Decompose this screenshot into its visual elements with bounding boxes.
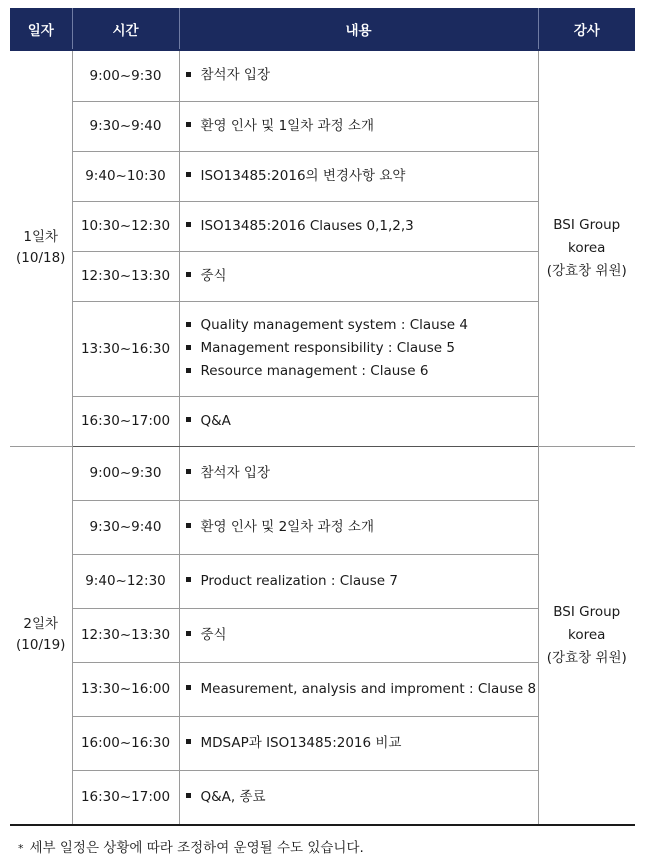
square-bullet-icon	[186, 577, 191, 582]
time-cell: 13:30~16:30	[72, 301, 179, 396]
content-item	[186, 624, 537, 647]
content-item-text: Resource management : Clause 6	[200, 363, 429, 379]
square-bullet-icon	[186, 345, 191, 350]
content-item	[186, 265, 537, 288]
header-content: 내용	[179, 8, 538, 50]
square-bullet-icon	[186, 272, 191, 277]
header-date: 일자	[10, 8, 72, 50]
content-cell	[179, 301, 538, 396]
lecturer-line: (강효창 위원)	[546, 649, 627, 666]
time-cell: 13:30~16:00	[72, 662, 179, 716]
content-item-text: 참석자 입장	[200, 464, 270, 481]
day-number: 2일차	[23, 616, 59, 632]
square-bullet-icon	[186, 172, 191, 177]
content-item-text: 중식	[200, 267, 227, 284]
time-cell: 16:30~17:00	[72, 770, 179, 824]
content-item-text: Product realization : Clause 7	[200, 572, 398, 589]
content-item	[186, 786, 537, 809]
time-cell: 9:00~9:30	[72, 446, 179, 500]
square-bullet-icon	[186, 322, 191, 327]
square-bullet-icon	[186, 72, 191, 77]
time-cell: 9:00~9:30	[72, 50, 179, 101]
content-item	[186, 314, 537, 337]
lecturer-cell	[538, 446, 635, 824]
content-cell	[179, 716, 538, 770]
content-item-text: MDSAP과 ISO13485:2016 비교	[200, 734, 402, 751]
square-bullet-icon	[186, 368, 191, 373]
square-bullet-icon	[186, 469, 191, 474]
content-item-text: Management responsibility : Clause 5	[200, 340, 455, 356]
content-cell	[179, 608, 538, 662]
square-bullet-icon	[186, 793, 191, 798]
content-item-text: ISO13485:2016의 변경사항 요약	[200, 167, 406, 184]
square-bullet-icon	[186, 631, 191, 636]
footnote-marker: *	[18, 842, 24, 855]
square-bullet-icon	[186, 122, 191, 127]
time-cell: 12:30~13:30	[72, 608, 179, 662]
content-item	[186, 360, 537, 383]
content-item	[186, 64, 537, 87]
lecturer-line: BSI Group	[553, 216, 621, 233]
square-bullet-icon	[186, 739, 191, 744]
content-item	[186, 337, 537, 360]
day-date: (10/18)	[16, 250, 66, 267]
content-cell	[179, 151, 538, 201]
content-item	[186, 516, 537, 539]
time-cell: 9:40~10:30	[72, 151, 179, 201]
footnote	[18, 836, 364, 856]
schedule-table	[10, 8, 635, 825]
lecturer-line: (강효창 위원)	[546, 262, 627, 279]
schedule-container	[10, 8, 635, 825]
content-item-text: Measurement, analysis and improment : Clause 8	[200, 680, 537, 697]
day-date: (10/19)	[16, 637, 66, 653]
square-bullet-icon	[186, 417, 191, 422]
content-item	[186, 570, 537, 593]
content-item-text: 환영 인사 및 1일차 과정 소개	[200, 117, 374, 134]
content-cell	[179, 446, 538, 500]
content-item	[186, 165, 537, 188]
footnote-text: 세부 일정은 상황에 따라 조정하여 운영될 수도 있습니다.	[29, 840, 364, 856]
content-cell	[179, 201, 538, 251]
content-item-text: 중식	[200, 626, 227, 643]
content-item-text: Q&A, 종료	[200, 788, 266, 805]
content-item	[186, 462, 537, 485]
square-bullet-icon	[186, 222, 191, 227]
content-cell	[179, 50, 538, 101]
time-cell: 9:40~12:30	[72, 554, 179, 608]
content-item-text: 참석자 입장	[200, 67, 270, 84]
lecturer-line: korea	[568, 626, 606, 643]
lecturer-cell	[538, 50, 635, 446]
content-item	[186, 678, 537, 701]
content-item	[186, 215, 537, 238]
table-row	[10, 446, 635, 500]
content-item	[186, 732, 537, 755]
content-item-text: 환영 인사 및 2일차 과정 소개	[200, 518, 374, 535]
lecturer-line: korea	[568, 239, 606, 256]
footer-divider	[10, 824, 635, 826]
content-cell	[179, 396, 538, 446]
content-item-text: Quality management system : Clause 4	[200, 317, 468, 333]
header-time: 시간	[72, 8, 179, 50]
content-cell	[179, 554, 538, 608]
time-cell: 16:00~16:30	[72, 716, 179, 770]
content-item	[186, 410, 537, 433]
content-cell	[179, 662, 538, 716]
content-item-text: ISO13485:2016 Clauses 0,1,2,3	[200, 217, 414, 234]
day-label	[10, 50, 72, 446]
square-bullet-icon	[186, 685, 191, 690]
time-cell: 9:30~9:40	[72, 500, 179, 554]
content-cell	[179, 770, 538, 824]
content-item	[186, 115, 537, 138]
time-cell: 9:30~9:40	[72, 101, 179, 151]
day-label	[10, 446, 72, 824]
content-cell	[179, 500, 538, 554]
header-row	[10, 8, 635, 50]
content-cell	[179, 251, 538, 301]
header-lecturer: 강사	[538, 8, 635, 50]
day-number: 1일차	[23, 229, 59, 246]
time-cell: 12:30~13:30	[72, 251, 179, 301]
content-item-text: Q&A	[200, 412, 231, 429]
schedule-body	[10, 50, 635, 824]
table-row	[10, 50, 635, 101]
content-cell	[179, 101, 538, 151]
time-cell: 10:30~12:30	[72, 201, 179, 251]
time-cell: 16:30~17:00	[72, 396, 179, 446]
square-bullet-icon	[186, 523, 191, 528]
lecturer-line: BSI Group	[553, 603, 621, 620]
